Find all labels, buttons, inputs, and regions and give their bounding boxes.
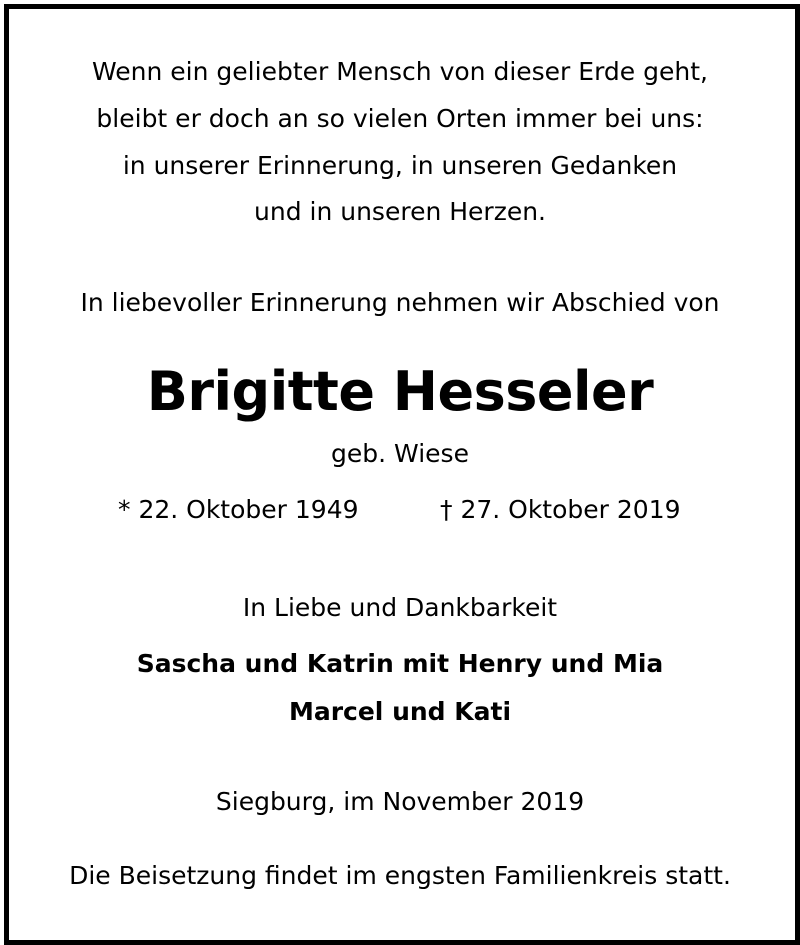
poem-line-2: bleibt er doch an so vielen Orten immer bei uns: <box>96 104 704 133</box>
closing-phrase: In Liebe und Dankbarkeit <box>242 593 558 622</box>
place-date: Siegburg, im November 2019 <box>215 787 585 816</box>
death-date: † 27. Oktober 2019 <box>440 495 681 524</box>
maiden-name: geb. Wiese <box>331 439 469 468</box>
birth-date: * 22. Oktober 1949 <box>118 495 359 524</box>
poem-line-1: Wenn ein geliebter Mensch von dieser Erde geht, <box>92 57 708 86</box>
deceased-name: Brigitte Hesseler <box>146 360 654 423</box>
poem-line-3: in unserer Erinnerung, in unseren Gedanken <box>122 151 678 180</box>
funeral-note: Die Beisetzung findet im engsten Familienkreis statt. <box>69 861 731 890</box>
intro-text: In liebevoller Erinnerung nehmen wir Abschied von <box>80 288 720 317</box>
mourner-line-1: Sascha und Katrin mit Henry und Mia <box>136 649 664 678</box>
poem-line-4: und in unseren Herzen. <box>254 197 546 226</box>
mourner-line-2: Marcel und Kati <box>288 697 512 726</box>
